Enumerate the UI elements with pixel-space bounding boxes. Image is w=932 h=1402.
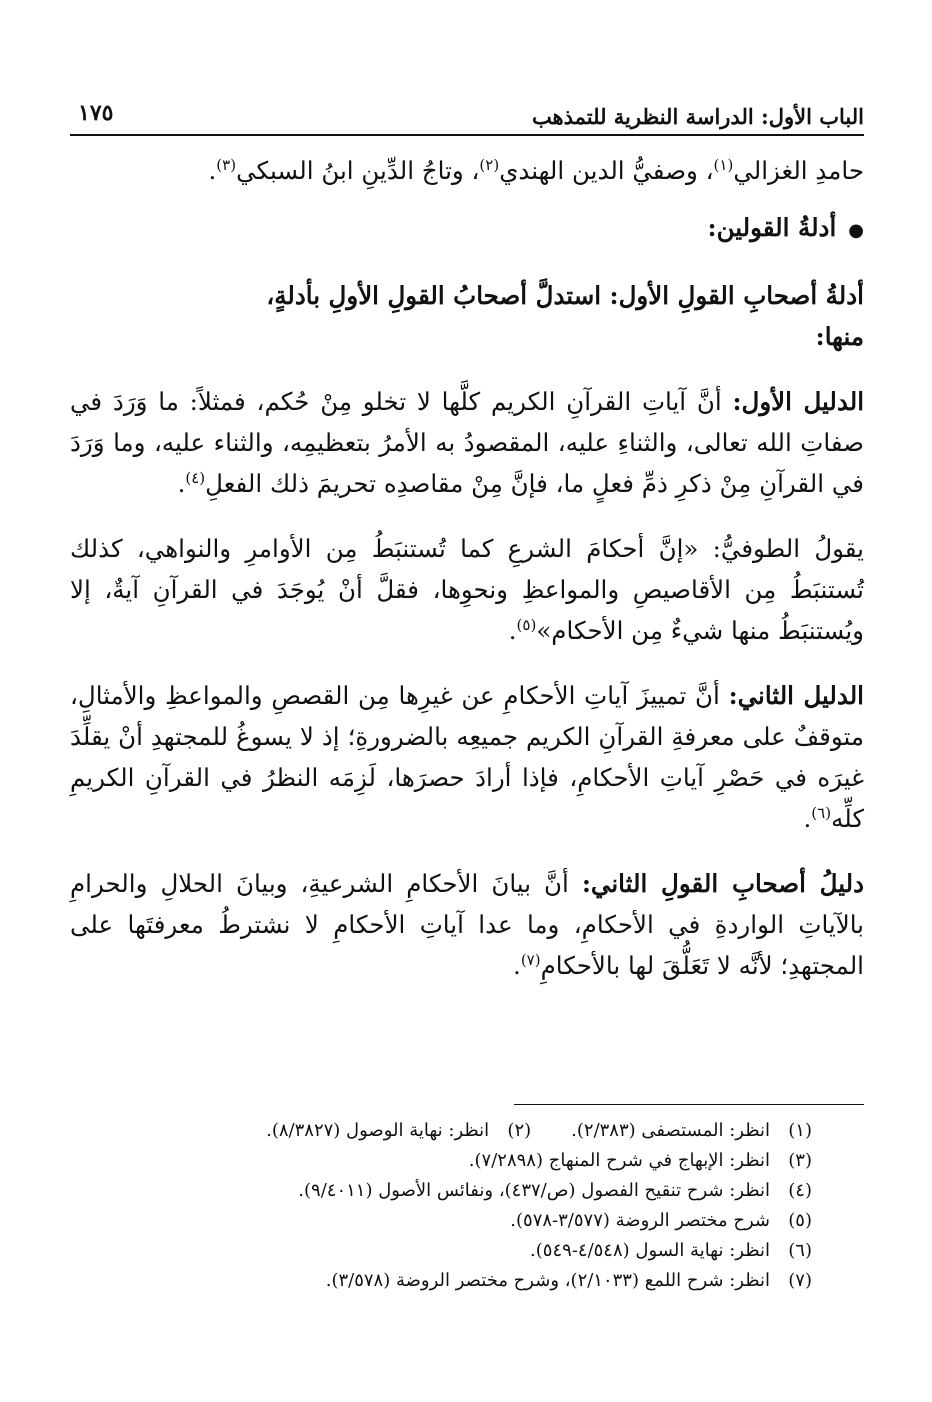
footnote-text: انظر: نهاية الوصول (٨/٣٨٢٧).: [266, 1120, 490, 1141]
footnote-number: (٢): [507, 1120, 532, 1141]
footnote-ref-3: (٣): [216, 155, 237, 174]
page-header: [70, 96, 864, 136]
first-opinion-label: أدلةُ أصحابِ القولِ الأول: استدلَّ أصحابُ القولِ الأولِ بأدلةٍ،: [266, 281, 864, 310]
footnote-ref-1: (١): [713, 155, 734, 174]
footnote-ref-2: (٢): [479, 155, 500, 174]
footnote-ref-4: (٤): [185, 468, 206, 487]
tufi-quote-text: يقولُ الطوفيُّ: «إنَّ أحكامَ الشرعِ كما تُستنبَطُ مِن الأوامرِ والنواهي، كذلك تُستنبَطُ مِن الأقاصيصِ والمواعظِ ونحوِها، فقلَّ أنْ يُوجَدَ في القرآنِ آيةٌ، إلا ويُستنبَطُ منها شيءٌ مِن الأحكام»: [70, 534, 864, 645]
intro-paragraph: [70, 150, 864, 191]
footnote-item: [571, 1116, 812, 1146]
intro-text-1: حامدِ الغزالي: [733, 156, 864, 185]
footnote-text: انظر: شرح اللمع (٢/١٠٣٣)، وشرح مختصر الروضة (٣/٥٧٨).: [325, 1270, 770, 1291]
first-evidence-text: أنَّ آياتِ القرآنِ الكريم كلَّها لا تخلو مِنْ حُكم، فمثلاً: ما وَرَدَ في صفاتِ الله تعالى، والثناءِ عليه، المقصودُ به الأمرُ بتعظيمِه، والثناء عليه، وما وَرَدَ في القرآنِ مِنْ ذكرِ ذمِّ فعلٍ ما، فإنَّ مِنْ مقاصدِه تحريمَ ذلك الفعلِ: [70, 387, 864, 498]
section-heading-text: أدلةُ القولين:: [707, 213, 837, 242]
footnote-number: (٥): [788, 1210, 812, 1231]
tufi-quote-paragraph: [70, 528, 864, 651]
footnote-text: شرح مختصر الروضة (٣/٥٧٧-٥٧٨).: [510, 1210, 770, 1231]
footnote-row: [70, 1236, 812, 1266]
footnote-number: (٤): [788, 1180, 812, 1201]
footnote-number: (٧): [788, 1270, 812, 1291]
first-evidence-label: الدليل الأول:: [732, 387, 865, 416]
running-title: الباب الأول: الدراسة النظرية للتمذهب: [531, 104, 864, 129]
first-opinion-continuation: منها:: [815, 322, 864, 351]
second-evidence-end: .: [803, 804, 812, 833]
footnote-number: (٣): [788, 1150, 812, 1171]
footnote-text: انظر: الإبهاج في شرح المنهاج (٧/٢٨٩٨).: [468, 1150, 770, 1171]
first-evidence-paragraph: [70, 381, 864, 504]
footnote-ref-6: (٦): [811, 803, 832, 822]
footnote-divider: [514, 1104, 864, 1105]
page-number: ١٧٥: [78, 100, 114, 126]
footnote-text: انظر: شرح تنقيح الفصول (ص/٤٣٧)، ونفائس الأصول (٩/٤٠١١).: [298, 1180, 770, 1201]
second-opinion-label: دليلُ أصحابِ القولِ الثاني:: [581, 869, 864, 898]
second-opinion-end: .: [513, 951, 521, 980]
second-opinion-text: أنَّ بيانَ الأحكامِ الشرعيةِ، وبيانَ الحلالِ والحرامِ بالآياتِ الواردةِ في الأحكامِ، وما عدا آياتِ الأحكامِ لا نشترطُ معرفتَها على المجتهدِ؛ لأنَّه لا تَعَلُّقَ لها بالأحكامِ: [70, 869, 864, 980]
second-evidence-text: أنَّ تمييزَ آياتِ الأحكامِ عن غيرِها مِن القصصِ والمواعظِ والأمثالِ، متوقفٌ على معرفةِ القرآنِ الكريم جميعِه بالضرورةِ؛ إذ لا يسوغُ للمجتهدِ أنْ يقلِّدَ غيرَه في حَصْرِ آياتِ الأحكامِ، فإذا أرادَ حصرَها، لَزِمَه النظرُ في القرآنِ الكريمِ كلِّه: [70, 681, 864, 833]
intro-text-3: ، وتاجُ الدِّينِ ابنُ السبكي: [236, 156, 480, 185]
footnote-ref-7: (٧): [520, 950, 541, 969]
body-text: [70, 150, 864, 1010]
section-heading: [70, 207, 864, 251]
first-opinion-paragraph: [70, 275, 864, 357]
tufi-quote-end: .: [508, 616, 517, 645]
footnote-row: [70, 1176, 812, 1206]
intro-text-4: .: [208, 156, 217, 185]
footnote-row: [70, 1206, 812, 1236]
first-evidence-end: .: [177, 469, 186, 498]
footnotes: [70, 1116, 812, 1296]
intro-text-2: ، وصفيُّ الدين الهندي: [499, 156, 714, 185]
second-evidence-paragraph: [70, 675, 864, 839]
footnote-text: انظر: المستصفى (٢/٣٨٣).: [571, 1120, 770, 1141]
footnote-text: انظر: نهاية السول (٤/٥٤٨-٥٤٩).: [530, 1240, 770, 1261]
footnote-row: [70, 1266, 812, 1296]
footnote-number: (١): [788, 1120, 812, 1141]
bullet-icon: ●: [848, 220, 864, 241]
footnote-ref-5: (٥): [516, 615, 537, 634]
second-evidence-label: الدليل الثاني:: [728, 681, 864, 710]
second-opinion-paragraph: [70, 863, 864, 986]
footnote-row: [70, 1146, 812, 1176]
footnote-number: (٦): [788, 1240, 812, 1261]
footnote-item: [266, 1116, 531, 1146]
footnote-row: [70, 1116, 812, 1146]
